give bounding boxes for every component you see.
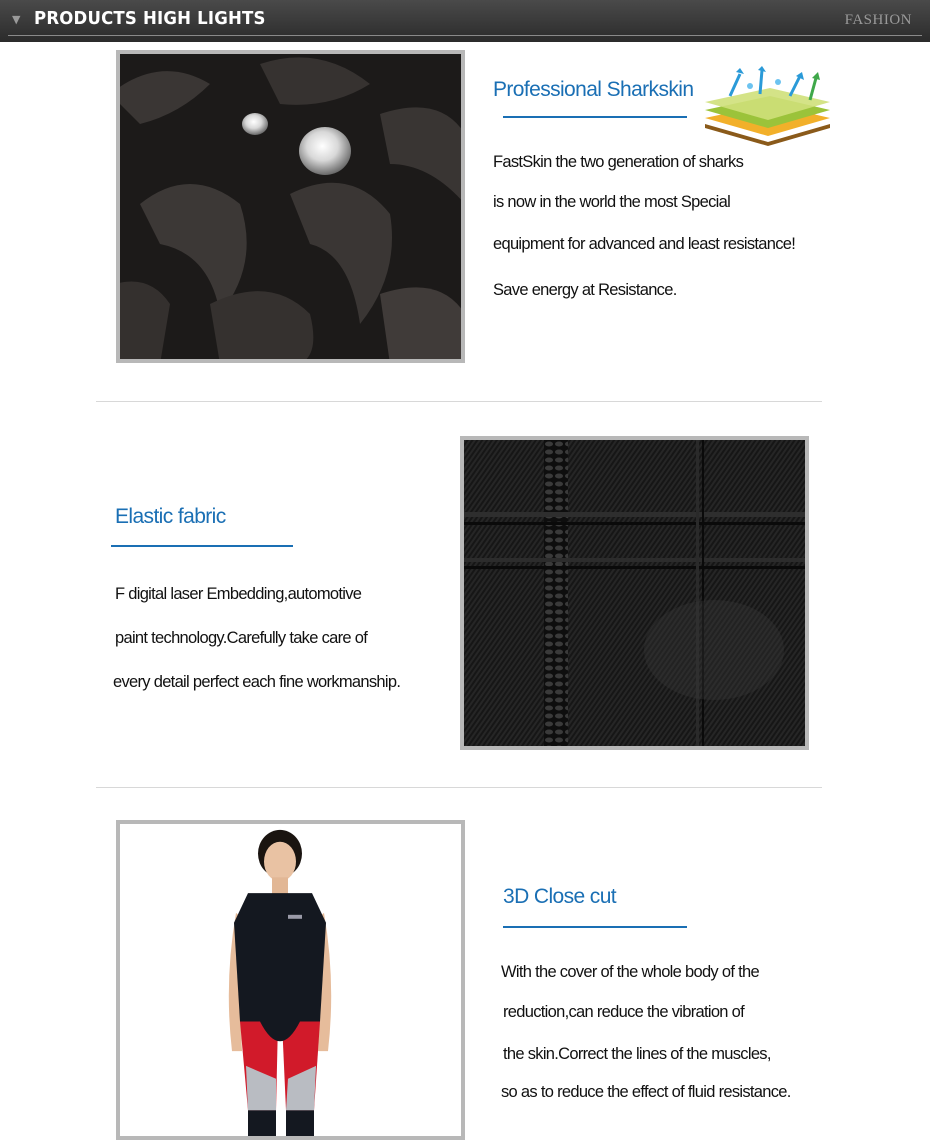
section-text-line: With the cover of the whole body of the (501, 963, 759, 981)
sharkskin-fabric-photo (116, 50, 465, 363)
section-text-line: reduction,can reduce the vibration of (503, 1003, 745, 1021)
section-text-line: F digital laser Embedding,automotive (115, 585, 362, 603)
section-text-line: paint technology.Carefully take care of (115, 629, 368, 647)
fabric-layers-icon (700, 66, 835, 150)
section-text-line: so as to reduce the effect of fluid resistance. (501, 1083, 791, 1101)
header-title: PRODUCTS HIGH LIGHTS (34, 8, 266, 29)
section-text-line: equipment for advanced and least resistance! (493, 235, 796, 253)
section-divider (96, 401, 822, 402)
header-tag: FASHION (844, 12, 912, 28)
elastic-fabric-photo (460, 436, 809, 750)
section-title-sharkskin: Professional Sharkskin (493, 78, 694, 101)
title-underline (503, 116, 687, 118)
down-arrow-icon: ▼ (12, 13, 21, 26)
section-text-line: FastSkin the two generation of sharks (493, 153, 744, 171)
title-underline (503, 926, 687, 928)
swimsuit-model-photo (116, 820, 465, 1140)
section-text-line: every detail perfect each fine workmanship. (113, 673, 401, 691)
section-text-line: is now in the world the most Special (493, 193, 731, 211)
section-text-line: Save energy at Resistance. (493, 281, 677, 299)
title-underline (111, 545, 293, 547)
section-text-line: the skin.Correct the lines of the muscles, (503, 1045, 771, 1063)
section-header (0, 0, 930, 42)
section-title-elastic: Elastic fabric (115, 505, 226, 528)
section-divider (96, 787, 822, 788)
header-divider (8, 35, 922, 36)
section-title-closecut: 3D Close cut (503, 885, 617, 908)
